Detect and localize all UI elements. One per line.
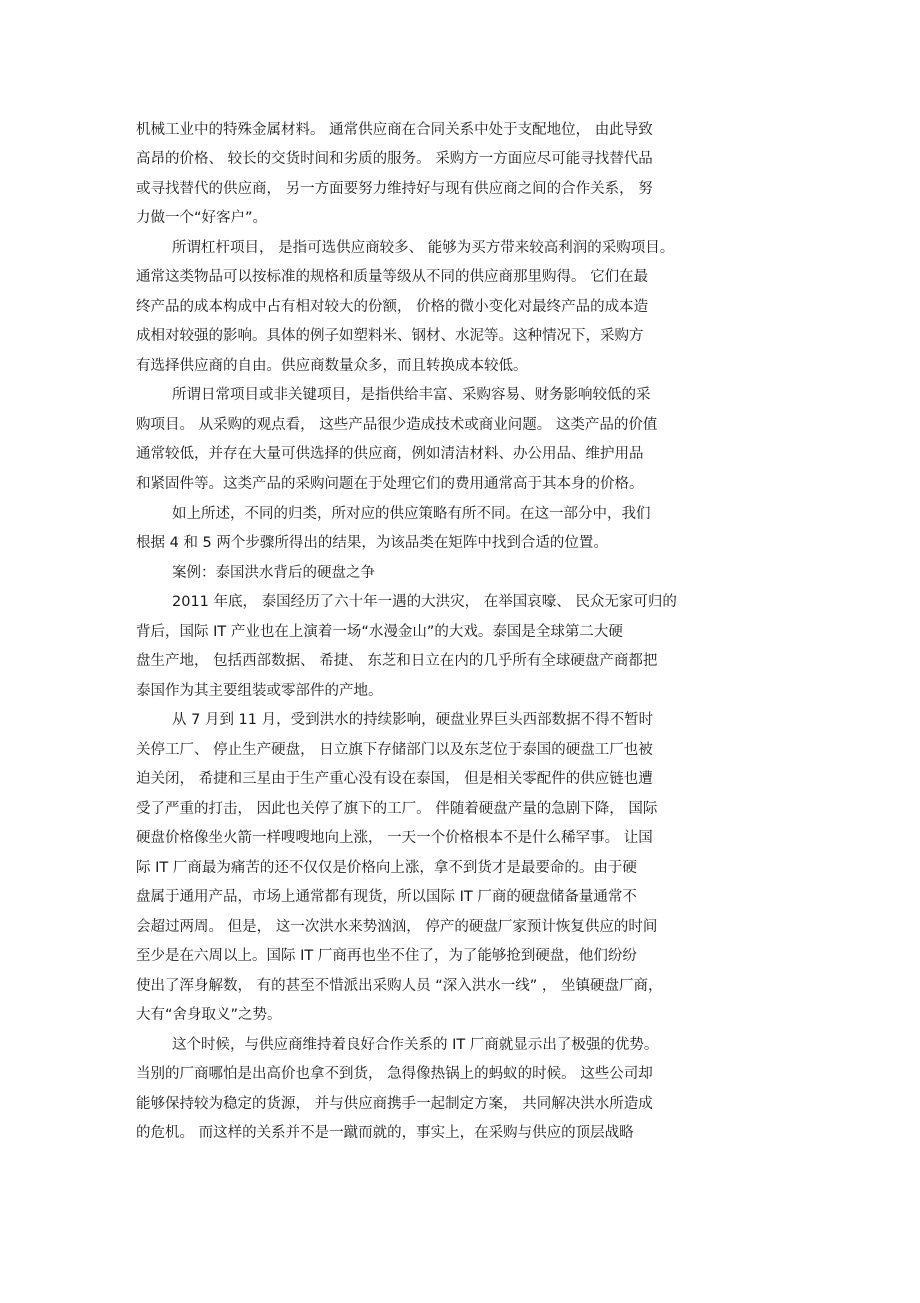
- text-line: 这个时候，与供应商维持着良好合作关系的 IT 厂商就显示出了极强的优势。: [172, 1037, 659, 1053]
- text-line: 大有“舍身取义”之势。: [136, 1007, 282, 1023]
- text-line: 硬盘价格像坐火箭一样嗖嗖地向上涨， 一天一个价格根本不是什么稀罕事。 让国: [136, 830, 653, 846]
- text-line: 所谓杠杆项目， 是指可选供应商较多、 能够为买方带来较高利润的采购项目。: [172, 240, 675, 256]
- text-line: 从 7 月到 11 月，受到洪水的持续影响，硬盘业界巨头西部数据不得不暂时: [172, 712, 654, 728]
- text-line: 际 IT 厂商最为痛苦的还不仅仅是价格向上涨，拿不到货才是最要命的。由于硬: [136, 860, 637, 876]
- text-line: 泰国作为其主要组装或零部件的产地。: [136, 683, 383, 699]
- text-line: 或寻找替代的供应商， 另一方面要努力维持好与现有供应商之间的合作关系， 努: [136, 181, 653, 197]
- text-line: 盘属于通用产品，市场上通常都有现货，所以国际 IT 厂商的硬盘储备量通常不: [136, 889, 637, 905]
- text-line: 高昂的价格、 较长的交货时间和劣质的服务。 采购方一方面应尽可能寻找替代品: [136, 151, 653, 167]
- text-line: 成相对较强的影响。具体的例子如塑料米、钢材、水泥等。这种情况下，采购方: [136, 328, 644, 344]
- text-line: 通常这类物品可以按标准的规格和质量等级从不同的供应商那里购得。 它们在最: [136, 269, 649, 285]
- section-heading: 案例：泰国洪水背后的硬盘之争: [172, 565, 375, 581]
- text-line: 力做一个“好客户”。: [136, 210, 268, 226]
- text-line: 有选择供应商的自由。供应商数量众多，而且转换成本较低。: [136, 358, 528, 374]
- text-line: 会超过两周。 但是， 这一次洪水来势汹汹， 停产的硬盘厂家预计恢复供应的时间: [136, 919, 658, 935]
- text-line: 至少是在六周以上。国际 IT 厂商再也坐不住了，为了能够抢到硬盘，他们纷纷: [136, 948, 637, 964]
- text-line: 使出了浑身解数， 有的甚至不惜派出采购人员 “深入洪水一线” ， 坐镇硬盘厂商，: [136, 978, 663, 994]
- text-line: 关停工厂、 停止生产硬盘， 日立旗下存储部门以及东芝位于泰国的硬盘工厂也被: [136, 742, 653, 758]
- text-line: 2011 年底， 泰国经历了六十年一遇的大洪灾， 在举国哀嚎、 民众无家可归的: [172, 594, 677, 610]
- text-line: 如上所述，不同的归类，所对应的供应策略有所不同。在这一部分中，我们: [172, 506, 651, 522]
- text-line: 的危机。 而这样的关系并不是一蹴而就的，事实上，在采购与供应的顶层战略: [136, 1125, 634, 1141]
- text-line: 受了严重的打击， 因此也关停了旗下的工厂。 伴随着硬盘产量的急剧下降， 国际: [136, 801, 658, 817]
- text-line: 通常较低，并存在大量可供选择的供应商，例如清洁材料、办公用品、维护用品: [136, 446, 644, 462]
- text-line: 当别的厂商哪怕是出高价也拿不到货， 急得像热锅上的蚂蚁的时候。 这些公司却: [136, 1066, 653, 1082]
- text-line: 购项目。 从采购的观点看， 这些产品很少造成技术或商业问题。 这类产品的价值: [136, 417, 658, 433]
- text-line: 迫关闭， 希捷和三星由于生产重心没有设在泰国， 但是相关零配件的供应链也遭: [136, 771, 653, 787]
- text-line: 机械工业中的特殊金属材料。 通常供应商在合同关系中处于支配地位， 由此导致: [136, 122, 653, 138]
- text-line: 和紧固件等。这类产品的采购问题在于处理它们的费用通常高于其本身的价格。: [136, 476, 644, 492]
- text-line: 所谓日常项目或非关键项目，是指供给丰富、采购容易、财务影响较低的采: [172, 387, 651, 403]
- text-line: 能够保持较为稳定的货源， 并与供应商携手一起制定方案， 共同解决洪水所造成: [136, 1096, 653, 1112]
- text-line: 背后，国际 IT 产业也在上演着一场“水漫金山”的大戏。泰国是全球第二大硬: [136, 624, 623, 640]
- text-line: 终产品的成本构成中占有相对较大的份额， 价格的微小变化对最终产品的成本造: [136, 299, 649, 315]
- text-line: 根据 4 和 5 两个步骤所得出的结果，为该品类在矩阵中找到合适的位置。: [136, 535, 608, 551]
- text-line: 盘生产地， 包括西部数据、 希捷、 东芝和日立在内的几乎所有全球硬盘产商都把: [136, 653, 658, 669]
